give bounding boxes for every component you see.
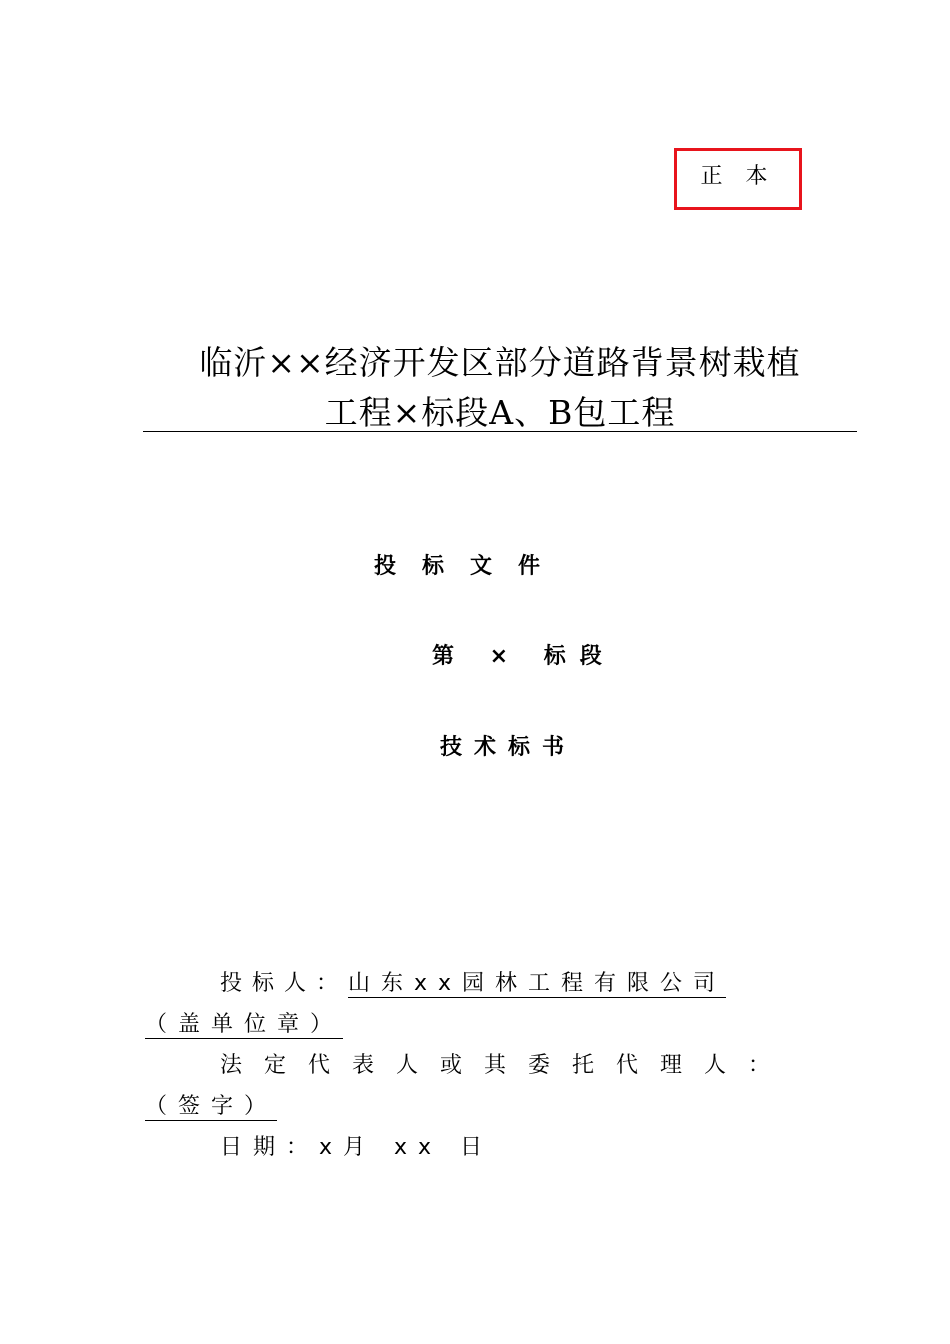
document-type-heading: 投标文件 (374, 554, 567, 579)
project-title-line-1: 临沂××经济开发区部分道路背景树栽植 (199, 343, 801, 382)
sign-note-line (145, 1089, 277, 1120)
stamp-text: 正 本 (700, 164, 776, 189)
title-underline (143, 431, 857, 432)
project-title-line-2: 工程×标段A、B包工程 (324, 393, 676, 432)
seal-note: （盖单位章） (145, 1012, 344, 1037)
original-copy-stamp (674, 148, 802, 210)
technical-proposal-heading: 技术标书 (440, 735, 577, 760)
date-line (220, 1130, 493, 1161)
bidder-name: 山东xx园林工程有限公司 (348, 971, 727, 996)
date-label: 日期： (220, 1135, 320, 1160)
bidder-label: 投标人： (220, 971, 349, 996)
date-value: x月 xx 日 (319, 1135, 494, 1160)
section-heading: 第 × 标段 (432, 644, 616, 669)
project-title (143, 338, 857, 438)
representative-label: 法定代表人或其委托代理人： (220, 1053, 793, 1078)
representative-line (220, 1048, 792, 1079)
seal-note-line (145, 1007, 343, 1038)
sign-note: （签字） (145, 1094, 278, 1119)
bidder-line (220, 966, 726, 997)
